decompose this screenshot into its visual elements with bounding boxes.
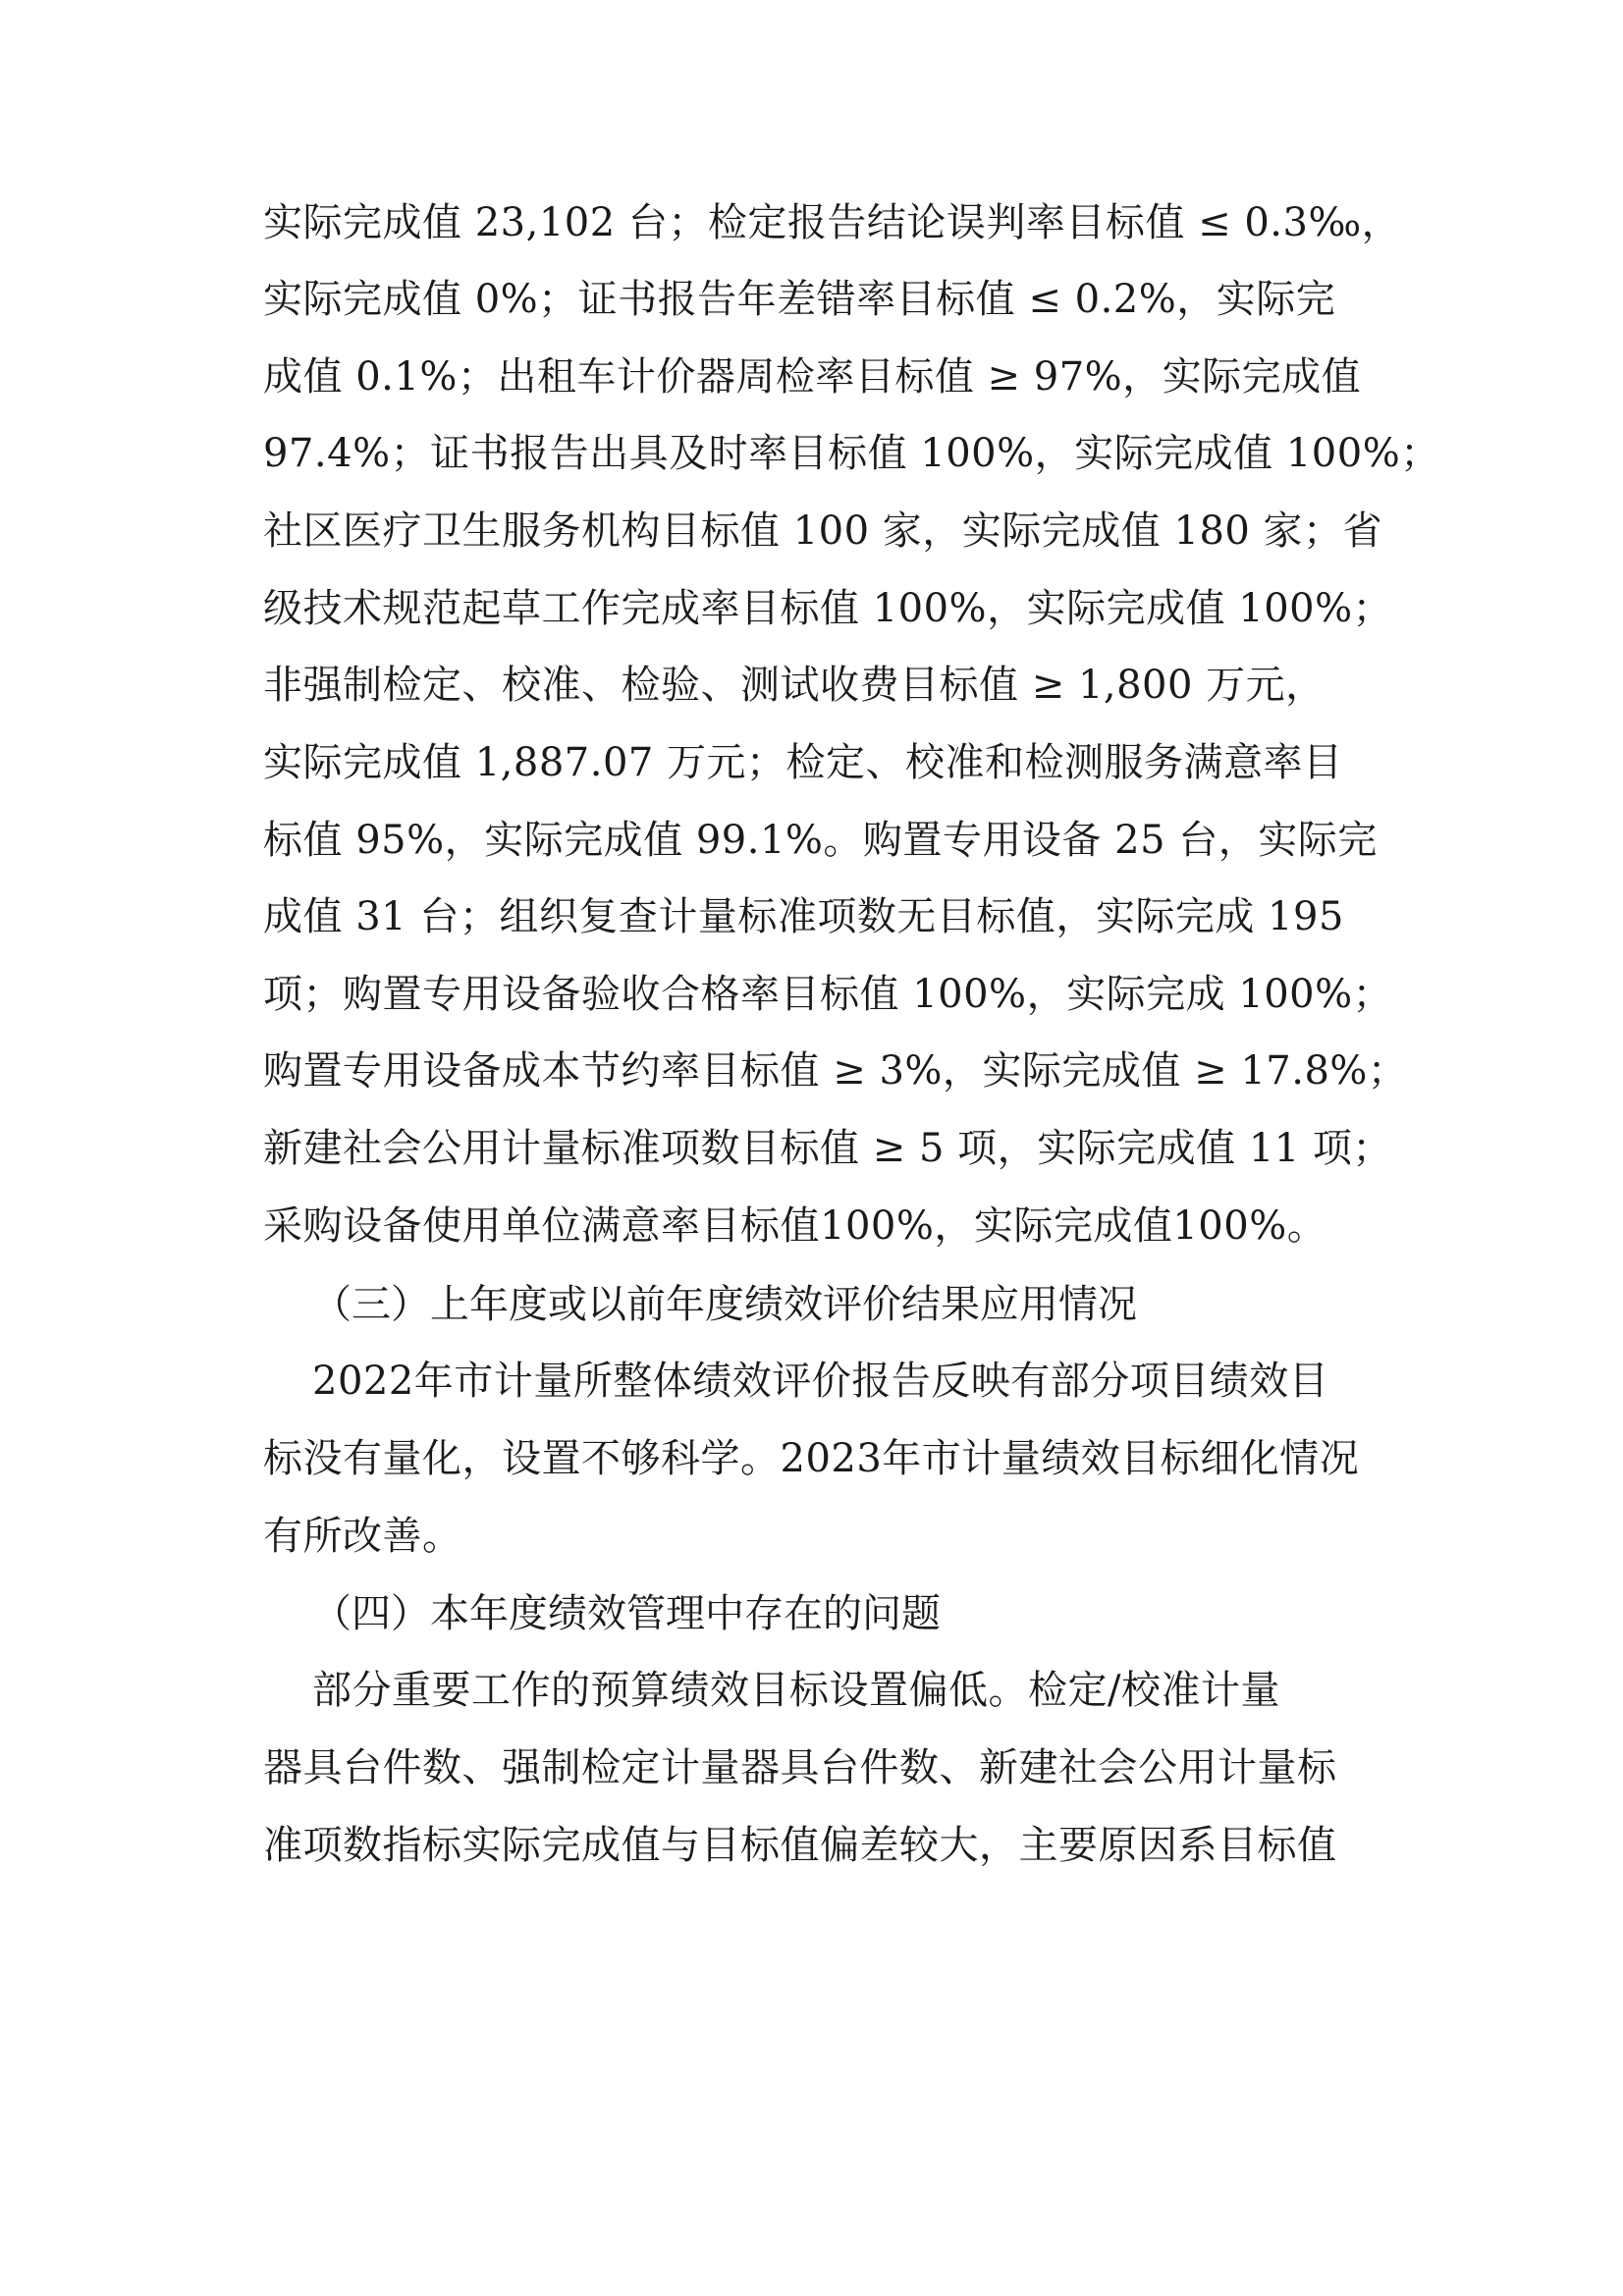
text-line: 标值 95%，实际完成值 99.1%。购置专用设备 25 台，实际完 [263, 818, 1378, 863]
text-line: 购置专用设备成本节约率目标值 ≥ 3%，实际完成值 ≥ 17.8%； [263, 1048, 1408, 1094]
text-line: 社区医疗卫生服务机构目标值 100 家，实际完成值 180 家；省 [263, 508, 1383, 554]
text-line: 采购设备使用单位满意率目标值100%，实际完成值100%。 [263, 1203, 1327, 1249]
text-line: 标没有量化，设置不够科学。2023年市计量绩效目标细化情况 [263, 1436, 1360, 1481]
text-line: 准项数指标实际完成值与目标值偏差较大，主要原因系目标值 [263, 1823, 1337, 1868]
text-line: 2022年市计量所整体绩效评价报告反映有部分项目绩效目 [312, 1359, 1329, 1404]
text-line: 部分重要工作的预算绩效目标设置偏低。检定/校准计量 [312, 1668, 1280, 1713]
section-heading-4: （四）本年度绩效管理中存在的问题 [312, 1591, 941, 1636]
text-line: 成值 0.1%；出租车计价器周检率目标值 ≥ 97%，实际完成值 [263, 354, 1362, 400]
text-line: 实际完成值 1,887.07 万元；检定、校准和检测服务满意率目 [263, 740, 1343, 785]
text-line: 成值 31 台；组织复查计量标准项数无目标值，实际完成 195 [263, 894, 1344, 939]
text-line: 新建社会公用计量标准项数目标值 ≥ 5 项，实际完成值 11 项； [263, 1126, 1392, 1171]
text-line: 97.4%；证书报告出具及时率目标值 100%，实际完成值 100%； [263, 431, 1440, 476]
text-line: 非强制检定、校准、检验、测试收费目标值 ≥ 1,800 万元， [263, 663, 1325, 708]
text-line: 器具台件数、强制检定计量器具台件数、新建社会公用计量标 [263, 1745, 1337, 1790]
section-heading-3: （三）上年度或以前年度绩效评价结果应用情况 [312, 1282, 1137, 1327]
text-line: 实际完成值 0%；证书报告年差错率目标值 ≤ 0.2%，实际完 [263, 277, 1336, 322]
text-line: 实际完成值 23,102 台；检定报告结论误判率目标值 ≤ 0.3‰， [263, 200, 1402, 245]
text-line: 有所改善。 [263, 1514, 462, 1559]
text-line: 项；购置专用设备验收合格率目标值 100%，实际完成 100%； [263, 972, 1393, 1017]
text-line: 级技术规范起草工作完成率目标值 100%，实际完成值 100%； [263, 586, 1393, 631]
